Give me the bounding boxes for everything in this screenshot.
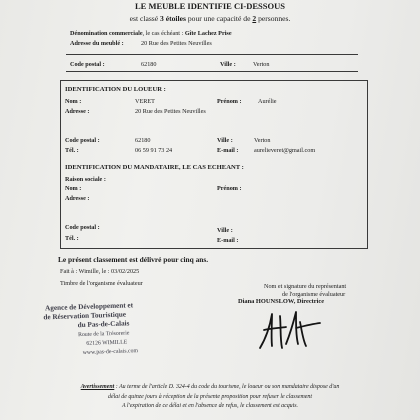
stamp-line-6: www.pas-de-calais.com [82,348,139,357]
meuble-city-label: Ville : [220,61,236,68]
mandataire-raison-label: Raison sociale : [65,176,106,183]
denomination-line [70,30,232,37]
validity-statement: Le présent classement est délivré pour cinq ans. [58,255,209,264]
mandataire-firstname-label: Prénom : [217,185,242,192]
issued-prefix: Fait à : Wimille, le : [60,268,112,275]
classification-line [0,14,420,23]
stamp-line-3: du Pas-de-Calais [77,319,130,330]
warning-text-1: : Au terme de l'article D. 324-4 du code du tourisme, le loueur ou son mandataire dispose d'un [114,384,340,390]
document-title: LE MEUBLE IDENTIFIE CI-DESSOUS [135,1,285,11]
classification-stars: 3 étoiles [160,14,186,23]
classification-prefix: est classé [129,14,161,23]
issued-date: 03/02/2025 [111,268,140,275]
signature-caption-1: Nom et signature du représentant [264,283,347,290]
loueur-city-value: Verton [254,137,271,144]
meuble-postal-label: Code postal : [70,61,105,68]
loueur-name-label: Nom : [65,98,82,105]
stamp-line-4: Route de la Trésorerie [77,330,130,339]
mandataire-address-label: Adresse : [65,195,90,202]
stamp-caption: Timbre de l'organisme évaluateur [60,280,143,287]
warning-line-1 [0,384,420,390]
issued-line [60,268,139,275]
loueur-name-value: VERET [135,98,155,105]
stamp-line-1: Agence de Développement et [44,301,134,313]
mandataire-postal-label: Code postal : [65,224,100,231]
signatory-name: Diana HOUNSLOW, Directrice [238,298,325,305]
denomination-mid: , le cas échéant : [142,30,185,37]
capacity-value: 2 [252,14,257,23]
denomination-label: Dénomination commerciale [70,30,143,37]
stamp-line-5: 62126 WIMILLE [86,339,128,347]
mandataire-heading: IDENTIFICATION DU MANDATAIRE, LE CAS ECHEANT : [65,164,244,171]
mandataire-name-label: Nom : [65,185,82,192]
loueur-phone-value: 06 59 91 73 24 [135,147,173,154]
meuble-bottom-rule [66,71,358,72]
meuble-postal-value: 62180 [141,61,157,68]
classification-mid: pour une capacité de [185,14,253,23]
meuble-city-value: Verton [253,61,270,68]
mandataire-email-label: E-mail : [217,237,239,244]
loueur-firstname-label: Prénom : [217,98,242,105]
loueur-heading: IDENTIFICATION DU LOUEUR : [65,86,166,93]
warning-label: Avertissement [80,384,115,390]
loueur-address-label: Adresse : [65,108,90,115]
signature-caption-2: de l'organisme évaluateur [282,291,346,298]
mandataire-phone-label: Tél. : [65,235,79,242]
loueur-postal-value: 62180 [135,137,151,144]
meuble-address-value: 20 Rue des Petites Neuvilles [141,40,212,47]
mandataire-city-label: Ville : [217,227,233,234]
loueur-phone-label: Tél. : [65,147,79,154]
handwritten-signature [256,308,322,352]
meuble-postal-divider [66,54,358,55]
stamp-line-2: de Réservation Touristique [43,310,127,322]
loueur-email-value: aurelieveret@gmail.com [254,147,316,154]
loueur-postal-label: Code postal : [65,137,100,144]
classification-suffix: personnes. [256,14,291,23]
warning-line-2: délai de quinze jours à réception de la présente proposition pour refuser le classement [108,394,312,400]
denomination-value: Gîte Lachez Prise [184,30,232,37]
loueur-city-label: Ville : [217,137,233,144]
loueur-email-label: E-mail : [217,147,239,154]
organisation-stamp [41,300,183,367]
warning-line-3: A l'expiration de ce délai et en l'absence de refus, le classement est acquis. [121,403,299,409]
loueur-address-value: 20 Rue des Petites Neuvilles [135,108,206,115]
meuble-address-label: Adresse du meublé : [70,40,124,47]
loueur-firstname-value: Aurélie [258,98,277,105]
